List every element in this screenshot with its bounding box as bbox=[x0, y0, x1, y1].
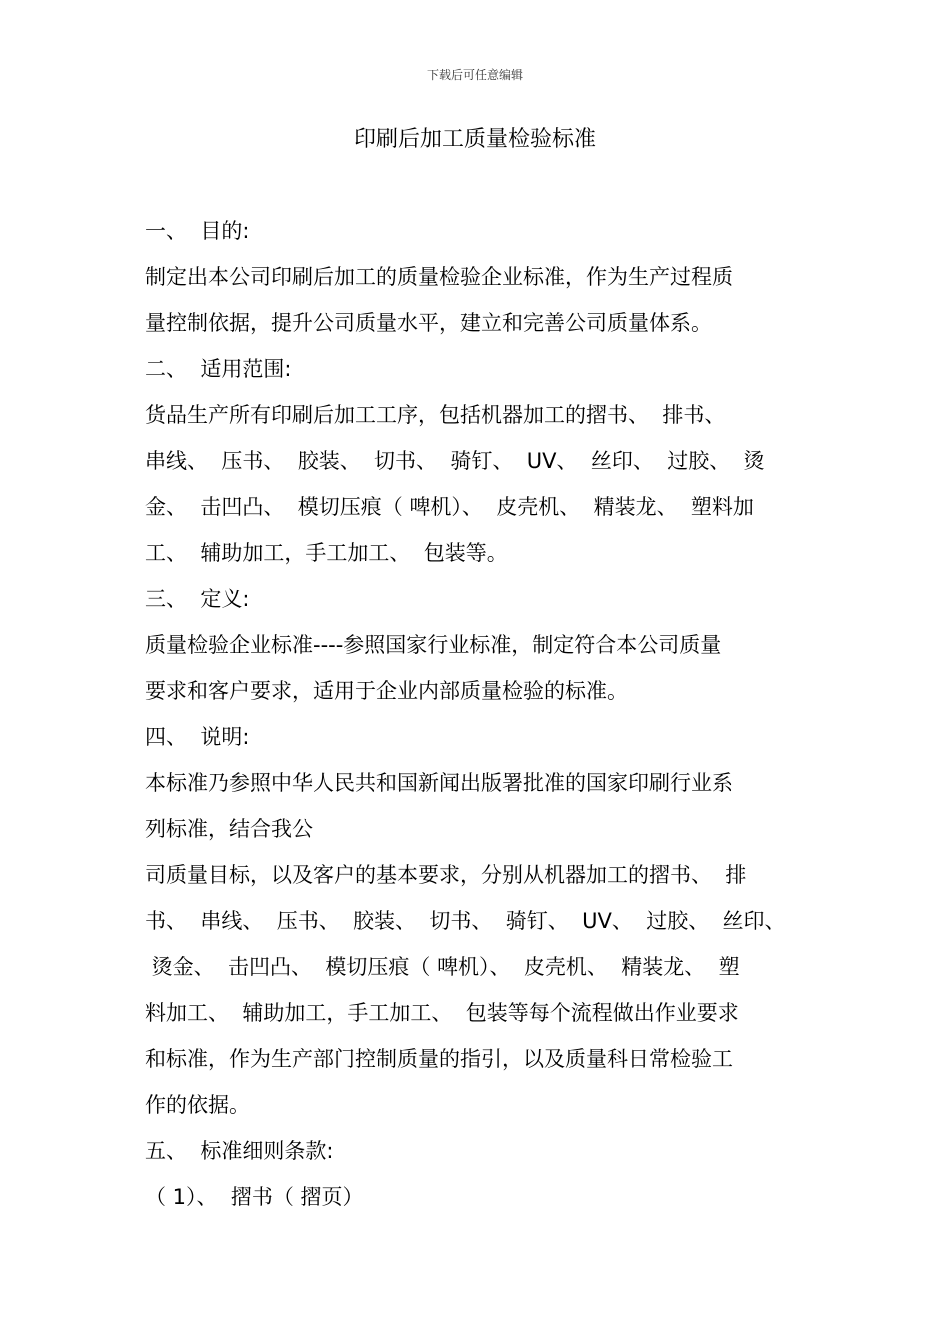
text-line: 列标准，结合我公 bbox=[145, 817, 313, 841]
text-line: 制定出本公司印刷后加工的质量检验企业标准，作为生产过程质 bbox=[145, 265, 733, 289]
text-line: 作的依据。 bbox=[145, 1093, 250, 1117]
text-line: 本标准乃参照中华人民共和国新闻出版署批准的国家印刷行业系 bbox=[145, 771, 733, 795]
text-line: 烫金、 击凹凸、 模切压痕（ 啤机）、 皮壳机、 精装龙、 塑 bbox=[145, 955, 740, 979]
text-line: 量控制依据，提升公司质量水平，建立和完善公司质量体系。 bbox=[145, 311, 712, 335]
text-line: （ 1）、 摺书（ 摺页） bbox=[145, 1185, 364, 1209]
text-line: 四、 说明: bbox=[145, 725, 250, 749]
text-line: 和标准，作为生产部门控制质量的指引，以及质量科日常检验工 bbox=[145, 1047, 733, 1071]
text-line: 金、 击凹凸、 模切压痕（ 啤机）、 皮壳机、 精装龙、 塑料加 bbox=[145, 495, 754, 519]
text-line: 书、 串线、 压书、 胶装、 切书、 骑钉、 UV、 过胶、 丝印、 bbox=[145, 909, 786, 933]
document-body bbox=[145, 208, 825, 1220]
text-line: 二、 适用范围: bbox=[145, 357, 292, 381]
text-line: 五、 标准细则条款: bbox=[145, 1139, 334, 1163]
text-line: 要求和客户要求，适用于企业内部质量检验的标准。 bbox=[145, 679, 628, 703]
text-line: 货品生产所有印刷后加工工序，包括机器加工的摺书、 排书、 bbox=[145, 403, 726, 427]
text-line: 一、 目的: bbox=[145, 219, 250, 243]
text-line: 工、 辅助加工，手工加工、 包装等。 bbox=[145, 541, 508, 565]
text-line: 串线、 压书、 胶装、 切书、 骑钉、 UV、 丝印、 过胶、 烫 bbox=[145, 449, 765, 473]
header-note: 下载后可任意编辑 bbox=[426, 68, 523, 82]
text-line: 质量检验企业标准----参照国家行业标准，制定符合本公司质量 bbox=[145, 633, 722, 657]
text-line: 司质量目标，以及客户的基本要求，分别从机器加工的摺书、 排 bbox=[145, 863, 747, 887]
text-line: 三、 定义: bbox=[145, 587, 250, 611]
text-line: 料加工、 辅助加工，手工加工、 包装等每个流程做出作业要求 bbox=[145, 1001, 739, 1025]
document-title: 印刷后加工质量检验标准 bbox=[353, 127, 596, 152]
